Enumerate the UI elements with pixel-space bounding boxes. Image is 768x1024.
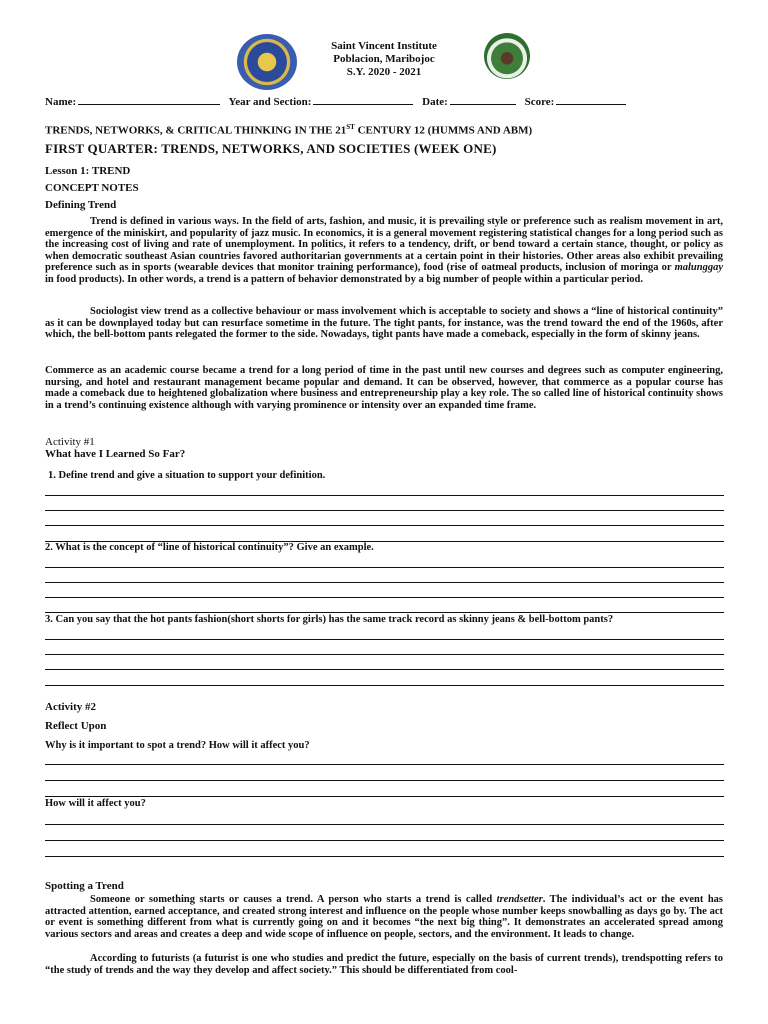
score-label: Score: bbox=[524, 96, 555, 108]
section-field[interactable] bbox=[313, 94, 413, 105]
answer-line[interactable] bbox=[45, 780, 724, 781]
score-field[interactable] bbox=[556, 94, 626, 105]
school-name: Saint Vincent Institute bbox=[331, 40, 437, 52]
answer-line[interactable] bbox=[45, 654, 724, 655]
name-field[interactable] bbox=[78, 94, 220, 105]
answer-line[interactable] bbox=[45, 567, 724, 568]
concept-notes-heading: CONCEPT NOTES bbox=[45, 182, 139, 194]
student-info-row bbox=[45, 94, 632, 108]
activity2-subtitle: Reflect Upon bbox=[45, 720, 107, 732]
answer-line[interactable] bbox=[45, 796, 724, 797]
school-header bbox=[0, 40, 768, 79]
answer-line[interactable] bbox=[45, 669, 724, 670]
activity2-question-1: Why is it important to spot a trend? How will it affect you? bbox=[45, 740, 310, 751]
activity2-title: Activity #2 bbox=[45, 701, 97, 713]
paragraph-futurists: According to futurists (a futurist is one who studies and predict the future, especially on the basis of current trends), trendspotting refers to “the study of trends and the way they develop and affect society.” This should be differentiated from cool- bbox=[45, 953, 723, 976]
answer-line[interactable] bbox=[45, 525, 724, 526]
answer-line[interactable] bbox=[45, 685, 724, 686]
spotting-trend-heading: Spotting a Trend bbox=[45, 880, 124, 892]
activity2-question-2: How will it affect you? bbox=[45, 798, 146, 809]
date-field[interactable] bbox=[450, 94, 516, 105]
date-label: Date: bbox=[422, 96, 448, 108]
activity1-title: Activity #1 bbox=[45, 436, 95, 448]
answer-line[interactable] bbox=[45, 639, 724, 640]
subject-title: TRENDS, NETWORKS, & CRITICAL THINKING IN THE 21ST CENTURY 12 (HUMMS AND ABM) bbox=[45, 123, 533, 137]
answer-line[interactable] bbox=[45, 510, 724, 511]
quarter-title: FIRST QUARTER: TRENDS, NETWORKS, AND SOCIETIES (WEEK ONE) bbox=[45, 141, 497, 156]
answer-line[interactable] bbox=[45, 856, 724, 857]
paragraph-trend-definition: Trend is defined in various ways. In the field of arts, fashion, and music, it is prevailing style or preference such as realism movement in art, emergence of the miniskirt, and popularity of jazz music. In economics, it is a general movement registering statistical changes for a long period such as the increasing cost of living and rate of unemployment. In politics, it refers to a tendency, drift, or bend toward a certain stance, thought, or policy as when democratic southeast Asian countries favored authoritarian governments at a certain point in their histories. Other areas also exhibit prevailing preference such as in sports (wearable devices that monitor training performance), food (rise of oatmeal products, inclusion of moringa or malunggay in food products). In other words, a trend is a pattern of behavior demonstrated by a big number of people within a particular period. bbox=[45, 216, 723, 285]
lesson-title: Lesson 1: TREND bbox=[45, 165, 131, 177]
activity1-question-2: 2. What is the concept of “line of historical continuity”? Give an example. bbox=[45, 542, 374, 553]
answer-line[interactable] bbox=[45, 840, 724, 841]
name-label: Name: bbox=[45, 96, 77, 108]
section-label: Year and Section: bbox=[228, 96, 312, 108]
activity1-question-1: 1. Define trend and give a situation to support your definition. bbox=[48, 470, 326, 481]
answer-line[interactable] bbox=[45, 612, 724, 613]
answer-line[interactable] bbox=[45, 582, 724, 583]
school-address: Poblacion, Maribojoc bbox=[333, 53, 435, 65]
paragraph-commerce: Commerce as an academic course became a trend for a long period of time in the past until new courses and degrees such as computer engineering, nursing, and hotel and restaurant management became popular and demand. It can be observed, however, that commerce as a popular course has made a comeback due to heightened globalization where business and entrepreneurship play a key role. The so called line of historical continuity shows in a trend’s continuing existence although with varying prominence or intensity over an expanded time frame. bbox=[45, 365, 723, 411]
answer-line[interactable] bbox=[45, 495, 724, 496]
paragraph-sociologist-view: Sociologist view trend as a collective behaviour or mass involvement which is acceptable to society and shows a “line of historical continuity” as it can be downplayed today but can resurface sometime in the future. The tight pants, for instance, was the trend toward the end of the 1960s, after which, the bell-bottom pants relegated the former to the side. Nowadays, tight pants have made a comeback, especially in the form of skinny jeans. bbox=[45, 306, 723, 341]
answer-line[interactable] bbox=[45, 597, 724, 598]
activity1-question-3: 3. Can you say that the hot pants fashion(short shorts for girls) has the same track record as skinny jeans & bell-bottom pants? bbox=[45, 614, 614, 625]
activity1-subtitle: What have I Learned So Far? bbox=[45, 448, 186, 460]
answer-line[interactable] bbox=[45, 764, 724, 765]
defining-trend-heading: Defining Trend bbox=[45, 199, 117, 211]
paragraph-trendsetter: Someone or something starts or causes a trend. A person who starts a trend is called trendsetter. The individual’s act or the event has attracted attention, earned acceptance, and created strong interest and influence on the people whose number keeps snowballing as days go by. The act or event is something different from what is currently going on and it becomes “the next big thing”. It demonstrates an accelerated spread among various sectors and areas and creates a deep and wide scope of influence on people, sectors, and the environment. It leads to change. bbox=[45, 894, 723, 940]
answer-line[interactable] bbox=[45, 824, 724, 825]
school-year: S.Y. 2020 - 2021 bbox=[346, 66, 422, 78]
